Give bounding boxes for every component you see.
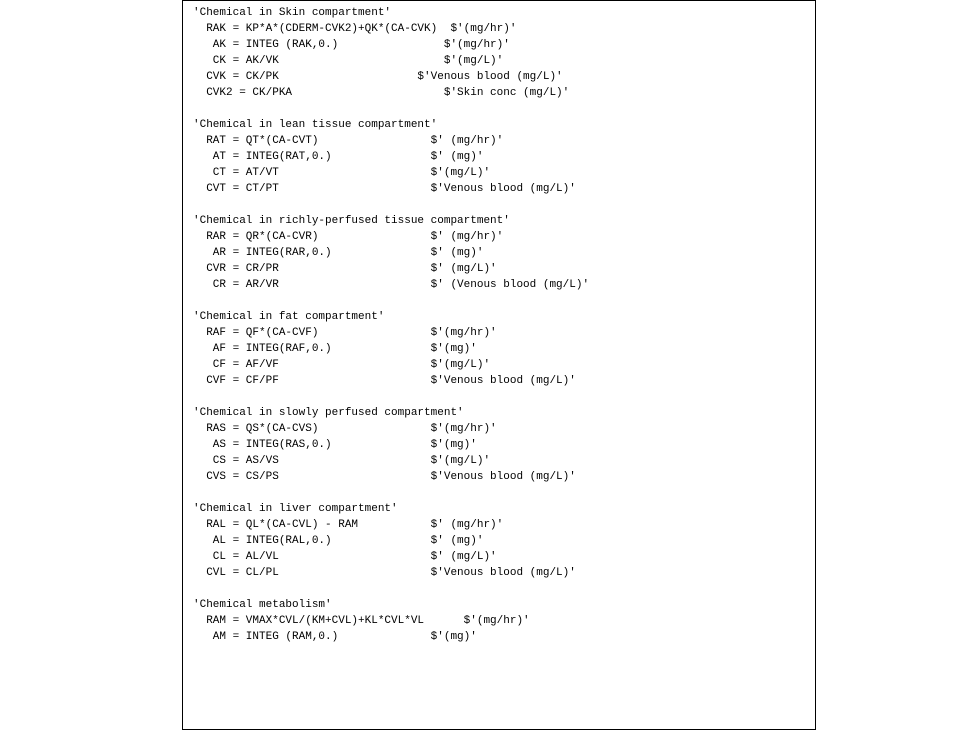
section-comment: 'Chemical in slowly perfused compartment' <box>193 407 464 419</box>
code-section <box>193 309 808 389</box>
code-line: CS = AS/VS $'(mg/L)' <box>193 455 491 467</box>
blank-line <box>193 197 808 213</box>
code-section <box>193 213 808 293</box>
section-comment: 'Chemical in liver compartment' <box>193 503 398 515</box>
code-line: AL = INTEG(RAL,0.) $' (mg)' <box>193 535 484 547</box>
code-line: CVF = CF/PF $'Venous blood (mg/L)' <box>193 375 576 387</box>
code-line: AS = INTEG(RAS,0.) $'(mg)' <box>193 439 477 451</box>
code-line: CVR = CR/PR $' (mg/L)' <box>193 263 497 275</box>
code-line: RAS = QS*(CA-CVS) $'(mg/hr)' <box>193 423 497 435</box>
code-line: CL = AL/VL $' (mg/L)' <box>193 551 497 563</box>
code-section <box>193 597 808 645</box>
section-comment: 'Chemical in lean tissue compartment' <box>193 119 438 131</box>
code-line: RAT = QT*(CA-CVT) $' (mg/hr)' <box>193 135 504 147</box>
blank-line <box>193 389 808 405</box>
code-section <box>193 117 808 197</box>
code-line: CF = AF/VF $'(mg/L)' <box>193 359 491 371</box>
code-line: RAR = QR*(CA-CVR) $' (mg/hr)' <box>193 231 504 243</box>
code-line: CK = AK/VK $'(mg/L)' <box>193 55 504 67</box>
code-line: RAL = QL*(CA-CVL) - RAM $' (mg/hr)' <box>193 519 504 531</box>
code-line: CR = AR/VR $' (Venous blood (mg/L)' <box>193 279 590 291</box>
code-line: CVS = CS/PS $'Venous blood (mg/L)' <box>193 471 576 483</box>
code-line: CVT = CT/PT $'Venous blood (mg/L)' <box>193 183 576 195</box>
code-line: CVK2 = CK/PKA $'Skin conc (mg/L)' <box>193 87 570 99</box>
code-section <box>193 405 808 485</box>
section-comment: 'Chemical in fat compartment' <box>193 311 385 323</box>
code-listing <box>193 5 808 645</box>
code-section <box>193 5 808 101</box>
code-line: CT = AT/VT $'(mg/L)' <box>193 167 491 179</box>
blank-line <box>193 581 808 597</box>
code-line: AT = INTEG(RAT,0.) $' (mg)' <box>193 151 484 163</box>
code-line: RAK = KP*A*(CDERM-CVK2)+QK*(CA-CVK) $'(mg/hr)' <box>193 23 517 35</box>
code-line: AK = INTEG (RAK,0.) $'(mg/hr)' <box>193 39 510 51</box>
blank-line <box>193 101 808 117</box>
code-line: AR = INTEG(RAR,0.) $' (mg)' <box>193 247 484 259</box>
section-comment: 'Chemical metabolism' <box>193 599 332 611</box>
code-section <box>193 501 808 581</box>
code-line: CVK = CK/PK $'Venous blood (mg/L)' <box>193 71 563 83</box>
code-line: RAF = QF*(CA-CVF) $'(mg/hr)' <box>193 327 497 339</box>
section-comment: 'Chemical in Skin compartment' <box>193 7 392 19</box>
blank-line <box>193 293 808 309</box>
code-line: AM = INTEG (RAM,0.) $'(mg)' <box>193 631 477 643</box>
code-line: CVL = CL/PL $'Venous blood (mg/L)' <box>193 567 576 579</box>
code-line: RAM = VMAX*CVL/(KM+CVL)+KL*CVL*VL $'(mg/hr)' <box>193 615 530 627</box>
code-line: AF = INTEG(RAF,0.) $'(mg)' <box>193 343 477 355</box>
section-comment: 'Chemical in richly-perfused tissue compartment' <box>193 215 510 227</box>
blank-line <box>193 485 808 501</box>
